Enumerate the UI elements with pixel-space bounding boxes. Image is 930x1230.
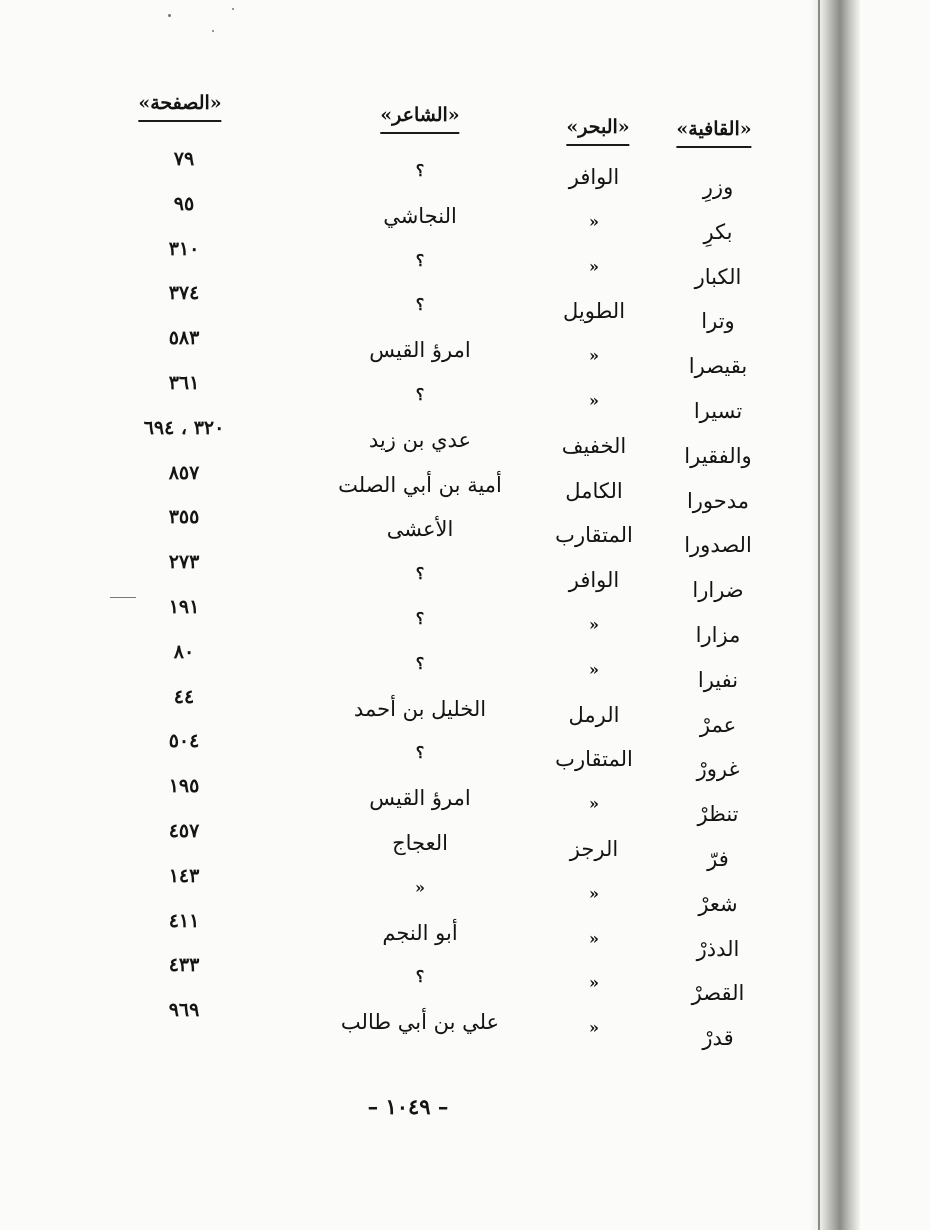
cell-bahr: الطويل	[562, 299, 626, 323]
cell-safha: ٥٠٤	[168, 730, 200, 752]
cell-qafia: مزارا	[695, 623, 741, 647]
cell-bahr: «	[589, 346, 599, 365]
cell-qafia: الدذرْ	[696, 937, 740, 961]
cell-shaer: «	[415, 878, 425, 897]
cell-shaer: ؟	[415, 564, 425, 583]
cell-safha: ١٩٥	[168, 775, 200, 797]
cell-safha: ٣٥٥	[168, 506, 200, 528]
cell-bahr: «	[589, 794, 599, 813]
cell-bahr: الخفيف	[561, 434, 627, 458]
cell-bahr: «	[589, 391, 599, 410]
cell-bahr: «	[589, 660, 599, 679]
cell-qafia: تسيرا	[693, 399, 743, 423]
header-safha: «الصفحة»	[138, 92, 221, 122]
cell-safha: ٧٩	[173, 148, 195, 170]
cell-qafia: بقيصرا	[688, 354, 748, 378]
cell-shaer: ؟	[415, 743, 425, 762]
cell-qafia: بكرِ	[703, 220, 733, 244]
cell-bahr: الوافر	[568, 568, 620, 592]
cell-qafia: قدرْ	[702, 1026, 734, 1050]
cell-safha: ٩٦٩	[168, 999, 200, 1021]
cell-qafia: غرورْ	[696, 757, 740, 781]
cell-safha: ٨٥٧	[168, 462, 200, 484]
cell-bahr: المتقارب	[555, 747, 633, 771]
cell-shaer: الخليل بن أحمد	[353, 697, 487, 721]
cell-bahr: «	[589, 257, 599, 276]
cell-safha: ١٤٣	[168, 865, 200, 887]
cell-bahr: الرجز	[569, 837, 619, 861]
cell-shaer: امرؤ القيس	[369, 338, 471, 362]
cell-shaer: ؟	[415, 609, 425, 628]
cell-bahr: «	[589, 615, 599, 634]
cell-safha: ٣٢٠ ، ٦٩٤	[143, 417, 225, 439]
cell-safha: ٤٥٧	[168, 820, 200, 842]
cell-qafia: نفيرا	[697, 668, 739, 692]
cell-shaer: علي بن أبي طالب	[340, 1010, 500, 1034]
cell-bahr: «	[589, 929, 599, 948]
cell-qafia: شعرْ	[698, 892, 738, 916]
cell-qafia: تنظرْ	[697, 802, 739, 826]
cell-shaer: أمية بن أبي الصلت	[338, 473, 502, 497]
cell-bahr: الوافر	[568, 165, 620, 189]
cell-shaer: ؟	[415, 654, 425, 673]
page-number: – ١٠٤٩ –	[367, 1094, 449, 1119]
cell-shaer: الأعشى	[386, 517, 454, 541]
cell-bahr: المتقارب	[555, 523, 633, 547]
cell-shaer: ؟	[415, 251, 425, 270]
cell-safha: ٩٥	[173, 193, 195, 215]
cell-qafia: عمرْ	[699, 713, 737, 737]
header-bahr: «البحر»	[566, 116, 629, 146]
cell-bahr: الكامل	[565, 479, 623, 503]
header-shaer: «الشاعر»	[380, 104, 459, 134]
cell-shaer: ؟	[415, 161, 425, 180]
cell-qafia: ضرارا	[692, 578, 744, 602]
cell-shaer: ؟	[415, 295, 425, 314]
cell-bahr: «	[589, 884, 599, 903]
cell-safha: ٤١١	[168, 910, 200, 932]
cell-safha: ٤٤	[173, 686, 195, 708]
cell-shaer: ؟	[415, 967, 425, 986]
cell-safha: ٤٣٣	[168, 954, 200, 976]
cell-shaer: عدي بن زيد	[368, 428, 472, 452]
cell-shaer: أبو النجم	[382, 921, 458, 945]
cell-qafia: الصدورا	[684, 533, 752, 557]
cell-safha: ٨٠	[173, 641, 195, 663]
cell-safha: ٣١٠	[168, 238, 200, 260]
cell-shaer: العجاج	[392, 831, 448, 855]
header-qafia: «القافية»	[676, 118, 751, 148]
cell-safha: ٥٨٣	[168, 327, 200, 349]
cell-shaer: امرؤ القيس	[369, 786, 471, 810]
cell-bahr: «	[589, 973, 599, 992]
cell-bahr: «	[589, 1018, 599, 1037]
cell-qafia: القصرْ	[691, 981, 745, 1005]
cell-safha: ١٩١	[168, 596, 200, 618]
cell-bahr: «	[589, 212, 599, 231]
cell-safha: ٣٧٤	[168, 282, 200, 304]
cell-qafia: والفقيرا	[684, 444, 752, 468]
cell-shaer: النجاشي	[383, 204, 457, 228]
cell-safha: ٣٦١	[168, 372, 200, 394]
cell-shaer: ؟	[415, 385, 425, 404]
cell-qafia: الكبار	[694, 265, 742, 289]
cell-qafia: مدحورا	[686, 489, 750, 513]
cell-qafia: وترا	[701, 309, 735, 333]
cell-qafia: وزرِ	[702, 175, 734, 199]
cell-safha: ٢٧٣	[168, 551, 200, 573]
cell-qafia: فرّ	[707, 847, 729, 871]
cell-bahr: الرمل	[568, 703, 620, 727]
